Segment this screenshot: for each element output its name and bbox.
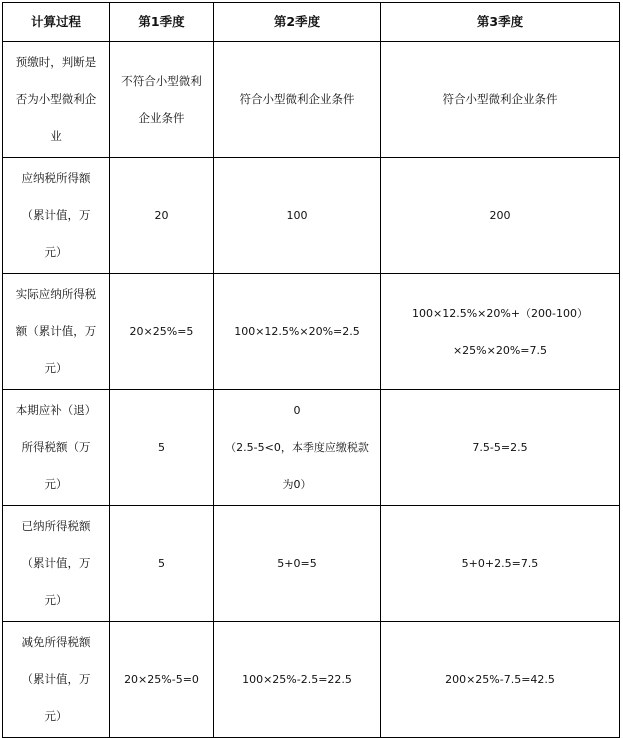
cell-q3: 200: [381, 158, 620, 274]
cell-q2: 100: [214, 158, 381, 274]
cell-q1: 5: [110, 506, 214, 622]
table-row: [3, 42, 620, 158]
cell-q1: 20×25%=5: [110, 274, 214, 390]
cell-q1: 5: [110, 390, 214, 506]
cell-q3: 5+0+2.5=7.5: [381, 506, 620, 622]
row-label-tax-paid: 已纳所得税额 （累计值，万 元）: [3, 506, 110, 622]
cell-q2: 100×12.5%×20%=2.5: [214, 274, 381, 390]
header-quarter-3: 第3季度: [381, 3, 620, 42]
cell-q3: 200×25%-7.5=42.5: [381, 622, 620, 738]
table-row: [3, 274, 620, 390]
table-row: [3, 622, 620, 738]
table-row: [3, 158, 620, 274]
row-label-small-enterprise-check: 预缴时，判断是 否为小型微利企 业: [3, 42, 110, 158]
table-row: [3, 390, 620, 506]
cell-q1: 不符合小型微利 企业条件: [110, 42, 214, 158]
cell-q2: 5+0=5: [214, 506, 381, 622]
header-quarter-1: 第1季度: [110, 3, 214, 42]
table-row: [3, 506, 620, 622]
cell-q1: 20×25%-5=0: [110, 622, 214, 738]
header-quarter-2: 第2季度: [214, 3, 381, 42]
table-header-row: [3, 3, 620, 42]
cell-q2: 符合小型微利企业条件: [214, 42, 381, 158]
cell-q1: 20: [110, 158, 214, 274]
row-label-tax-exemption: 减免所得税额 （累计值，万 元）: [3, 622, 110, 738]
row-label-actual-tax-payable: 实际应纳所得税 额（累计值，万 元）: [3, 274, 110, 390]
tax-calculation-table: [2, 2, 620, 738]
row-label-taxable-income: 应纳税所得额 （累计值，万 元）: [3, 158, 110, 274]
cell-q3: 符合小型微利企业条件: [381, 42, 620, 158]
row-label-tax-due-refund: 本期应补（退） 所得税额（万 元）: [3, 390, 110, 506]
cell-q2: 0 （2.5-5<0，本季度应缴税款 为0）: [214, 390, 381, 506]
cell-q3: 7.5-5=2.5: [381, 390, 620, 506]
cell-q2: 100×25%-2.5=22.5: [214, 622, 381, 738]
cell-q3: 100×12.5%×20%+（200-100） ×25%×20%=7.5: [381, 274, 620, 390]
header-calculation-process: 计算过程: [3, 3, 110, 42]
